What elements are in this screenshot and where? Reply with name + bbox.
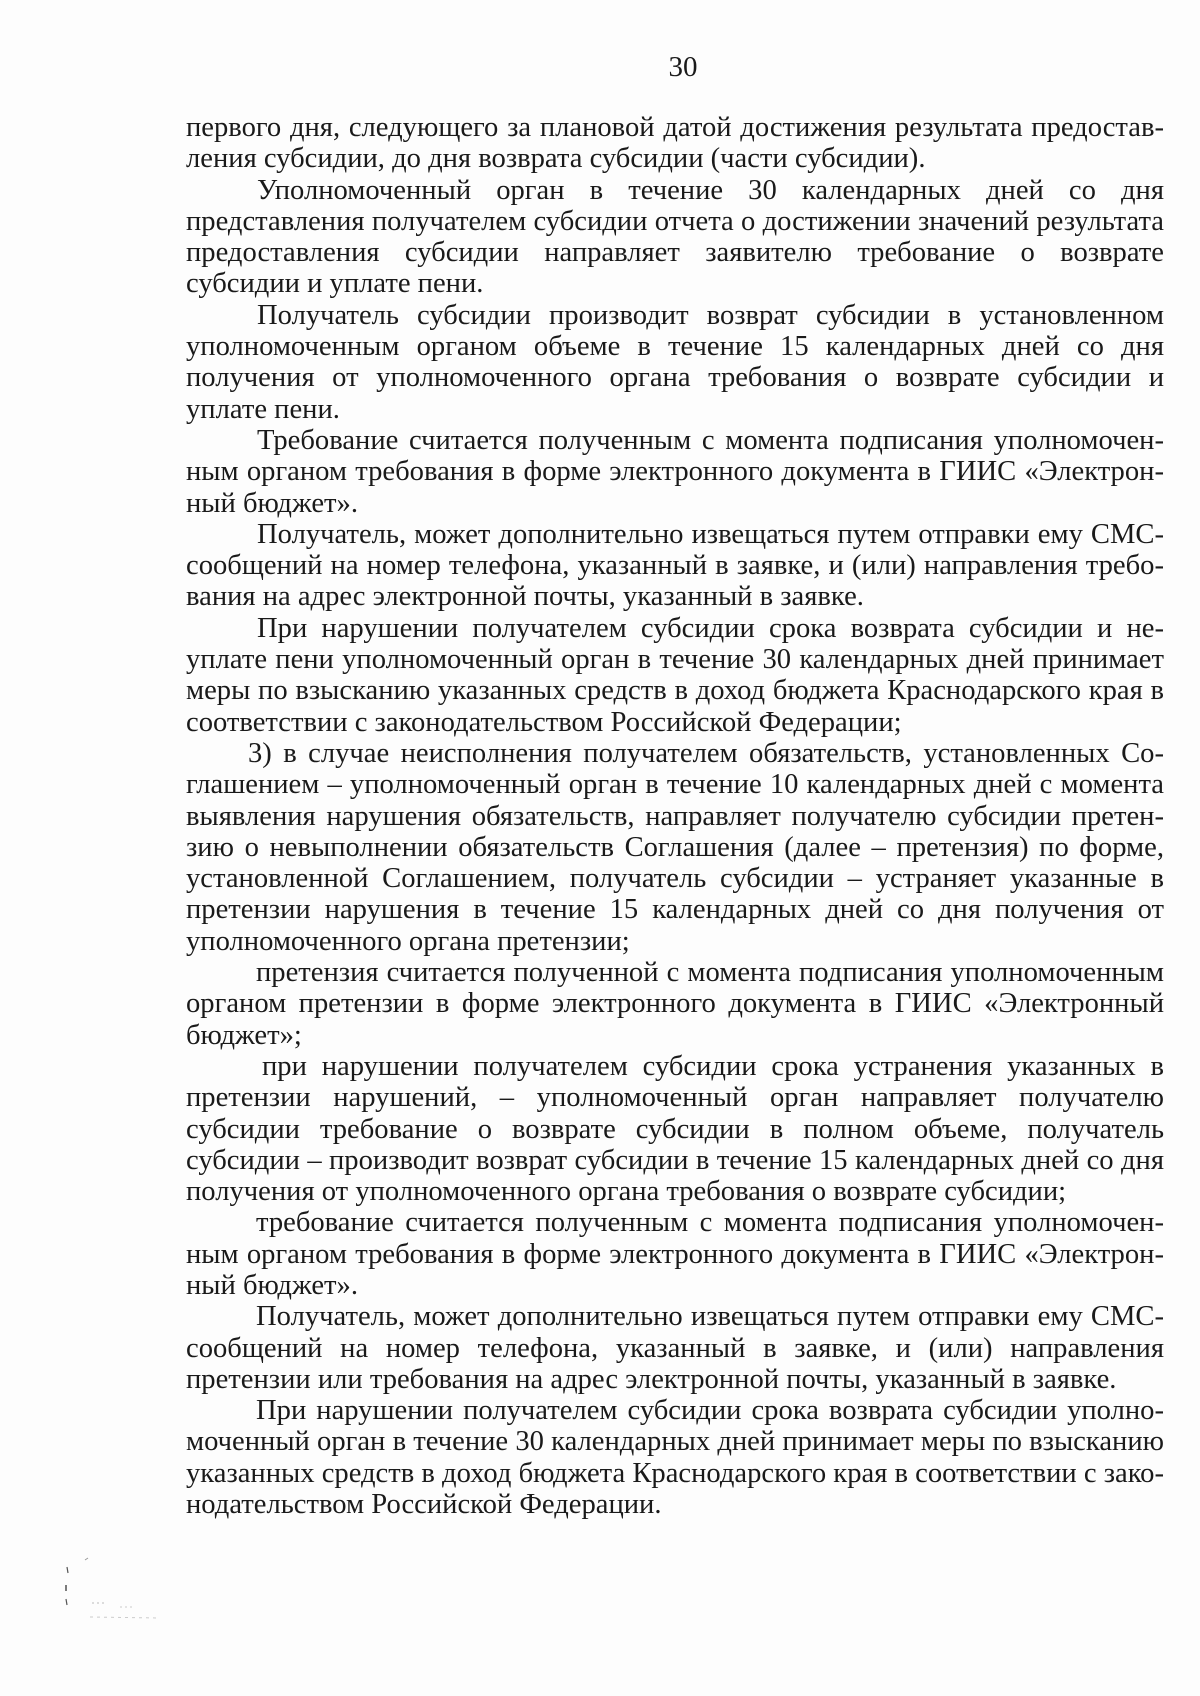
- paragraph-sms-notification: Получатель, может дополнительно извещаться путем отправки ему СМС-сообщений на номер телефона, указанный в заявке, и (или) направления требования на адрес электронной почты, указанный в заявке.: [186, 518, 1164, 613]
- paragraph-claim-violation: при нарушении получателем субсидии срока устранения указанных в претензии нарушений, – уполномоченный орган направляет получателю субсидии требование о возврате субсидии в полном объеме, получатель субсидии – производит возврат субсидии в течение 15 календарных дней со дня получения от уполномоченного органа требования о возврате субсидии;: [186, 1050, 1164, 1208]
- paragraph-authority-demand: Уполномоченный орган в течение 30 календарных дней со дня представления получателем субсидии отчета о достижении значений результата предоставления субсидии направляет заявителю требование о возврате субсидии и уплате пени.: [186, 174, 1164, 300]
- scan-artifacts: [60, 1555, 190, 1675]
- paragraph-claim-received: претензия считается полученной с момента подписания уполномоченным органом претензии в форме электронного документа в ГИИС «Электронный бюджет»;: [186, 957, 1164, 1051]
- paragraph-item-3: 3) в случае неисполнения получателем обязательств, установленных Соглашением – уполномоченный орган в течение 10 календарных дней с момента выявления нарушения обязательств, направляет получателю субсидии претензию о невыполнении обязательств Соглашения (далее – претензия) по форме, установленной Соглашением, получатель субсидии – устраняет указанные в претензии нарушения в течение 15 календарных дней со дня получения от уполномоченного органа претензии;: [186, 737, 1164, 957]
- paragraph-continuation: первого дня, следующего за плановой датой достижения результата предоставления субсидии, до дня возврата субсидии (части субсидии).: [186, 112, 1164, 175]
- paragraph-demand-received: Требование считается полученным с момента подписания уполномоченным органом требования в форме электронного документа в ГИИС «Электронный бюджет».: [186, 424, 1164, 519]
- document-body: [186, 112, 1164, 1520]
- paragraph-recovery-measures: При нарушении получателем субсидии срока возврата субсидии и неуплате пени уполномоченный орган в течение 30 календарных дней принимает меры по взысканию указанных средств в доход бюджета Краснодарского края в соответствии с законодательством Российской Федерации;: [186, 612, 1164, 738]
- page-number: 30: [668, 51, 698, 83]
- paragraph-final-recovery: При нарушении получателем субсидии срока возврата субсидии уполномоченный орган в течение 30 календарных дней принимает меры по взысканию указанных средств в доход бюджета Краснодарского края в соответствии с законодательством Российской Федерации.: [186, 1395, 1164, 1521]
- paragraph-sms-notification-2: Получатель, может дополнительно извещаться путем отправки ему СМС-сообщений на номер телефона, указанный в заявке, и (или) направления претензии или требования на адрес электронной почты, указанный в заявке.: [186, 1301, 1164, 1395]
- paragraph-refund-procedure: Получатель субсидии производит возврат субсидии в установленном уполномоченным органом объеме в течение 15 календарных дней со дня получения от уполномоченного органа требования о возврате субсидии и уплате пени.: [186, 299, 1164, 425]
- paragraph-demand-received-2: требование считается полученным с момента подписания уполномоченным органом требования в форме электронного документа в ГИИС «Электронный бюджет».: [186, 1207, 1164, 1301]
